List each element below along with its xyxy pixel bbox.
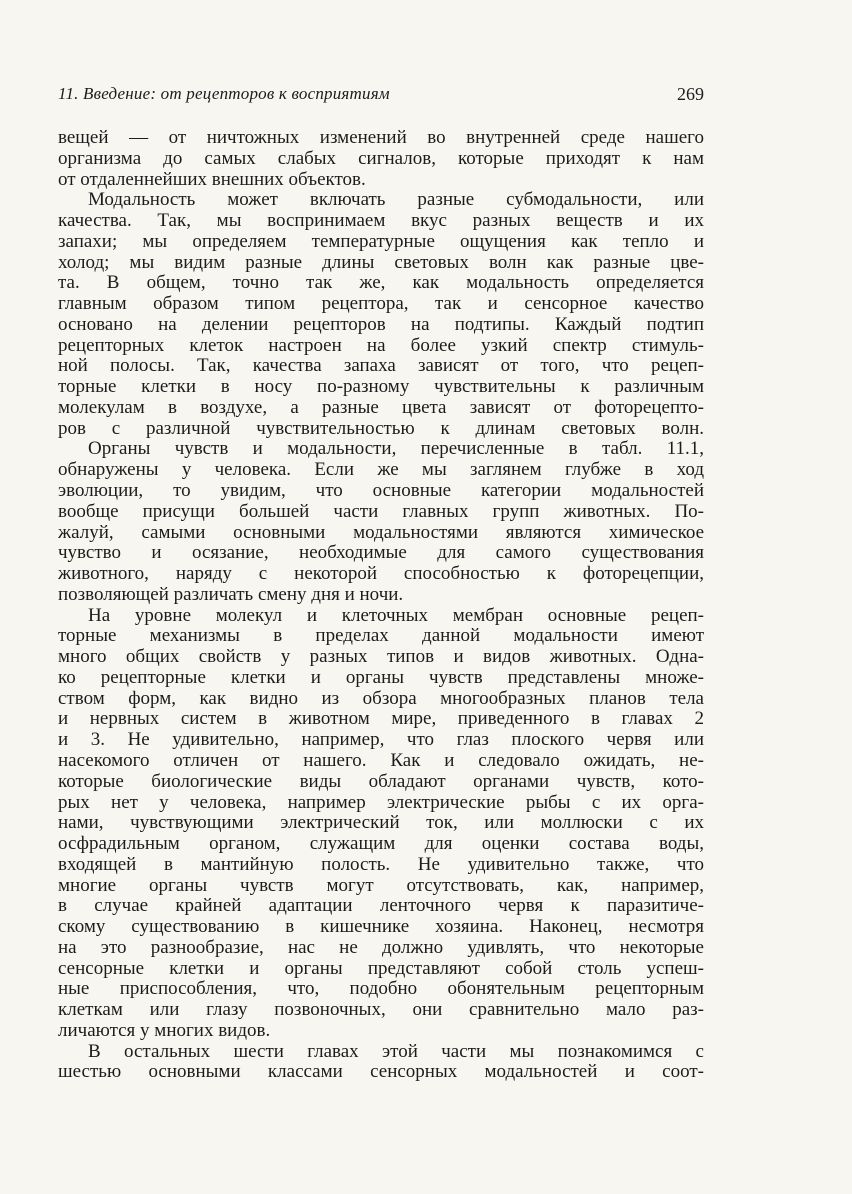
text-line: торные механизмы в пределах данной модальности имеют <box>58 626 704 647</box>
text-line: и 3. Не удивительно, например, что глаз плоского червя или <box>58 730 704 751</box>
text-line: жалуй, самыми основными модальностями являются химическое <box>58 522 704 543</box>
text-line: вещей — от ничтожных изменений во внутренней среде нашего <box>58 128 704 148</box>
text-line: торные клетки в носу по-разному чувствительны к различным <box>58 377 704 398</box>
body-text <box>58 128 704 1083</box>
text-line: многие органы чувств могут отсутствовать, как, например, <box>58 875 704 896</box>
text-line: вообще присущи большей части главных групп животных. По- <box>58 501 704 522</box>
text-line: основано на делении рецепторов на подтипы. Каждый подтип <box>58 314 704 335</box>
text-line: холод; мы видим разные длины световых волн как разные цве- <box>58 252 704 273</box>
text-line: обнаружены у человека. Если же мы заглянем глубже в ход <box>58 460 704 481</box>
text-line: позволяющей различать смену дня и ночи. <box>58 584 404 605</box>
text-line: качества. Так, мы воспринимаем вкус разных веществ и их <box>58 211 704 232</box>
text-line: от отдаленнейших внешних объектов. <box>58 169 366 190</box>
text-line: чувство и осязание, необходимые для самого существования <box>58 543 704 564</box>
text-line: осфрадильным органом, служащим для оценки состава воды, <box>58 834 704 855</box>
text-line: та. В общем, точно так же, как модальность определяется <box>58 273 704 294</box>
text-line: ров с различной чувствительностью к длинам световых волн. <box>58 418 704 439</box>
text-line: насекомого отличен от нашего. Как и следовало ожидать, не- <box>58 750 704 771</box>
text-line: организма до самых слабых сигналов, которые приходят к нам <box>58 148 704 169</box>
text-line: животного, наряду с некоторой способностью к фоторецепции, <box>58 564 704 585</box>
text-line: ко рецепторные клетки и органы чувств представлены множе- <box>58 667 704 688</box>
text-line: много общих свойств у разных типов и видов животных. Одна- <box>58 647 704 668</box>
text-line: и нервных систем в животном мире, приведенного в главах 2 <box>58 709 704 730</box>
text-line: Органы чувств и модальности, перечисленные в табл. 11.1, <box>88 439 704 460</box>
text-line: рых нет у человека, например электрические рыбы с их орга- <box>58 792 704 813</box>
text-line: которые биологические виды обладают органами чувств, кото- <box>58 771 704 792</box>
text-line: ные приспособления, что, подобно обонятельным рецепторным <box>58 979 704 1000</box>
text-line: сенсорные клетки и органы представляют собой столь успеш- <box>58 958 704 979</box>
text-line: ством форм, как видно из обзора многообразных планов тела <box>58 688 704 709</box>
running-head <box>58 84 704 108</box>
text-line: эволюции, то увидим, что основные категории модальностей <box>58 481 704 502</box>
running-title: 11. Введение: от рецепторов к восприятиям <box>58 84 390 103</box>
text-line: ной полосы. Так, качества запаха зависят от того, что рецеп- <box>58 356 704 377</box>
text-line: нами, чувствующими электрический ток, или моллюски с их <box>58 813 704 834</box>
text-line: молекулам в воздухе, а разные цвета зависят от фоторецепто- <box>58 397 704 418</box>
text-line: в случае крайней адаптации ленточного червя к паразитиче- <box>58 896 704 917</box>
text-line: На уровне молекул и клеточных мембран основные рецеп- <box>88 605 704 626</box>
text-line: клеткам или глазу позвоночных, они сравнительно мало раз- <box>58 1000 704 1021</box>
text-line: запахи; мы определяем температурные ощущения как тепло и <box>58 231 704 252</box>
text-line: В остальных шести главах этой части мы познакомимся с <box>88 1041 704 1062</box>
text-line: на это разнообразие, нас не должно удивлять, что некоторые <box>58 937 704 958</box>
text-line: Модальность может включать разные субмодальности, или <box>88 190 704 211</box>
text-line: личаются у многих видов. <box>58 1020 271 1041</box>
text-line: главным образом типом рецептора, так и сенсорное качество <box>58 294 704 315</box>
text-line: шестью основными классами сенсорных модальностей и соот- <box>58 1062 704 1083</box>
text-line: рецепторных клеток настроен на более узкий спектр стимуль- <box>58 335 704 356</box>
text-line: входящей в мантийную полость. Не удивительно также, что <box>58 854 704 875</box>
page-number: 269 <box>677 84 704 104</box>
text-line: скому существованию в кишечнике хозяина. Наконец, несмотря <box>58 917 704 938</box>
